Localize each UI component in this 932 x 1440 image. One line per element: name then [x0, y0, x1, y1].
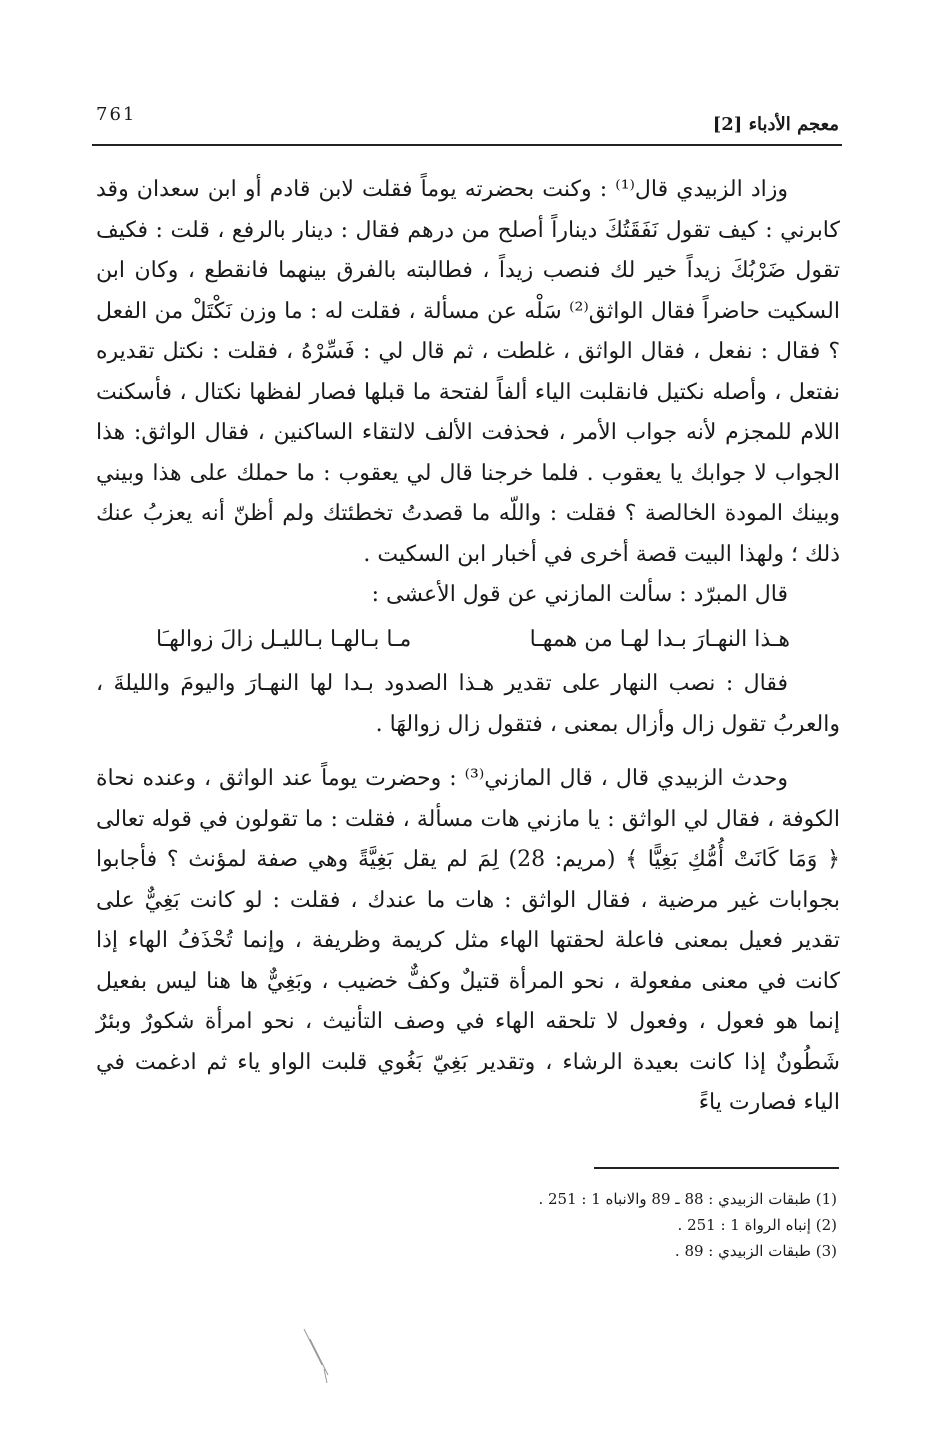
footnote-1: (1) طبقات الزبيدي : 88 ـ 89 والانباه 1 : 251 .: [538, 1190, 837, 1208]
verse-first-hemistich: هـذا النهـارَ بـدا لهـا من همهـا: [529, 626, 790, 652]
footnote-divider: [594, 1167, 839, 1169]
paragraph-4: وحدث الزبيدي قال ، قال المازني⁽³⁾ : وحضرت يوماً عند الواثق ، وعنده نحاة الكوفة ، فقال لي الواثق : يا مازني هات مسألة ، فقلت : ما تقولون في قوله تعالى ﴿ وَمَا كَانَتْ أُمُّكِ بَغِيًّا ﴾ (مريم: 28) لِمَ لم يقل بَغِيَّةً وهي صفة لمؤنث ؟ فأجابوا بجوابات غير مرضية ، فقال الواثق : هات ما عندك ، فقلت : لو كانت بَغِيٌّ على تقدير فعيل بمعنى فاعلة لحقتها الهاء مثل كريمة وظريفة ، وإنما تُحْذَفُ الهاء إذا كانت في معنى مفعولة ، نحو المرأة قتيلٌ وكفٌّ خضيب ، وبَغِيٌّ ها هنا ليس بفعيل إنما هو فعول ، وفعول لا تلحقه الهاء في وصف التأنيث ، نحو امرأة شكورٌ وبئرٌ شَطُونٌ إذا كانت بعيدة الرشاء ، وتقدير بَغِيّ بَغُوي قلبت الواو ياء ثم ادغمت في الياء فصارت ياءً: [96, 766, 840, 1115]
header-divider: [92, 144, 842, 146]
paragraph-2: قال المبرّد : سألت المازني عن قول الأعشى :: [371, 582, 788, 607]
poetry-verse: [96, 620, 840, 661]
footnote-3: (3) طبقات الزبيدي : 89 .: [674, 1242, 837, 1260]
footnotes: [300, 1186, 837, 1264]
footnote-2: (2) إنباه الرواة 1 : 251 .: [677, 1216, 837, 1234]
paragraph-1: وزاد الزبيدي قال⁽¹⁾ : وكنت بحضرته يوماً فقلت لابن قادم أو ابن سعدان وقد كابرني : كيف تقول نَفَقَتُكَ ديناراً أصلح من درهم فقال : دينار بالرفع ، قلت : فكيف تقول ضَرْبُكَ زيداً خير لك فنصب زيداً ، فطالبته بالفرق بينهما فانقطع ، وكان ابن السكيت حاضراً فقال الواثق⁽²⁾ سَلْه عن مسألة ، فقلت له : ما وزن نَكْتَلْ من الفعل ؟ فقال : نفعل ، فقال الواثق ، غلطت ، ثم قال لي : فَسِّرْهُ ، فقلت : نكتل تقديره نفتعل ، وأصله نكتيل فانقلبت الياء ألفاً لفتحة ما قبلها فصار لفظها نكتال ، فأسكنت اللام للمجزم لأنه جواب الأمر ، فحذفت الألف لالتقاء الساكنين ، فقال الواثق: هذا الجواب لا جوابك يا يعقوب . فلما خرجنا قال لي يعقوب : ما حملك على هذا وبيني وبينك المودة الخالصة ؟ فقلت : واللّه ما قصدتُ تخطئتك ولم أظنّ أنه يعزبُ عنك ذلك ؛ ولهذا البيت قصة أخرى في أخبار ابن السكيت .: [96, 177, 841, 567]
running-head-title: معجم الأدباء [2]: [712, 114, 839, 135]
paragraph-3: فقال : نصب النهار على تقدير هـذا الصدود بـدا لها النهـارَ واليومَ والليلةَ ، والعربُ تقول زال وأزال بمعنى ، فتقول زال زوالهَا .: [96, 671, 840, 737]
main-text: [96, 170, 840, 1124]
verse-second-hemistich: مـا بـالهـا بـالليـل زالَ زوالهـَا: [156, 626, 412, 652]
scan-artifact-mark: [300, 1325, 340, 1385]
page-number: 761: [96, 104, 137, 125]
